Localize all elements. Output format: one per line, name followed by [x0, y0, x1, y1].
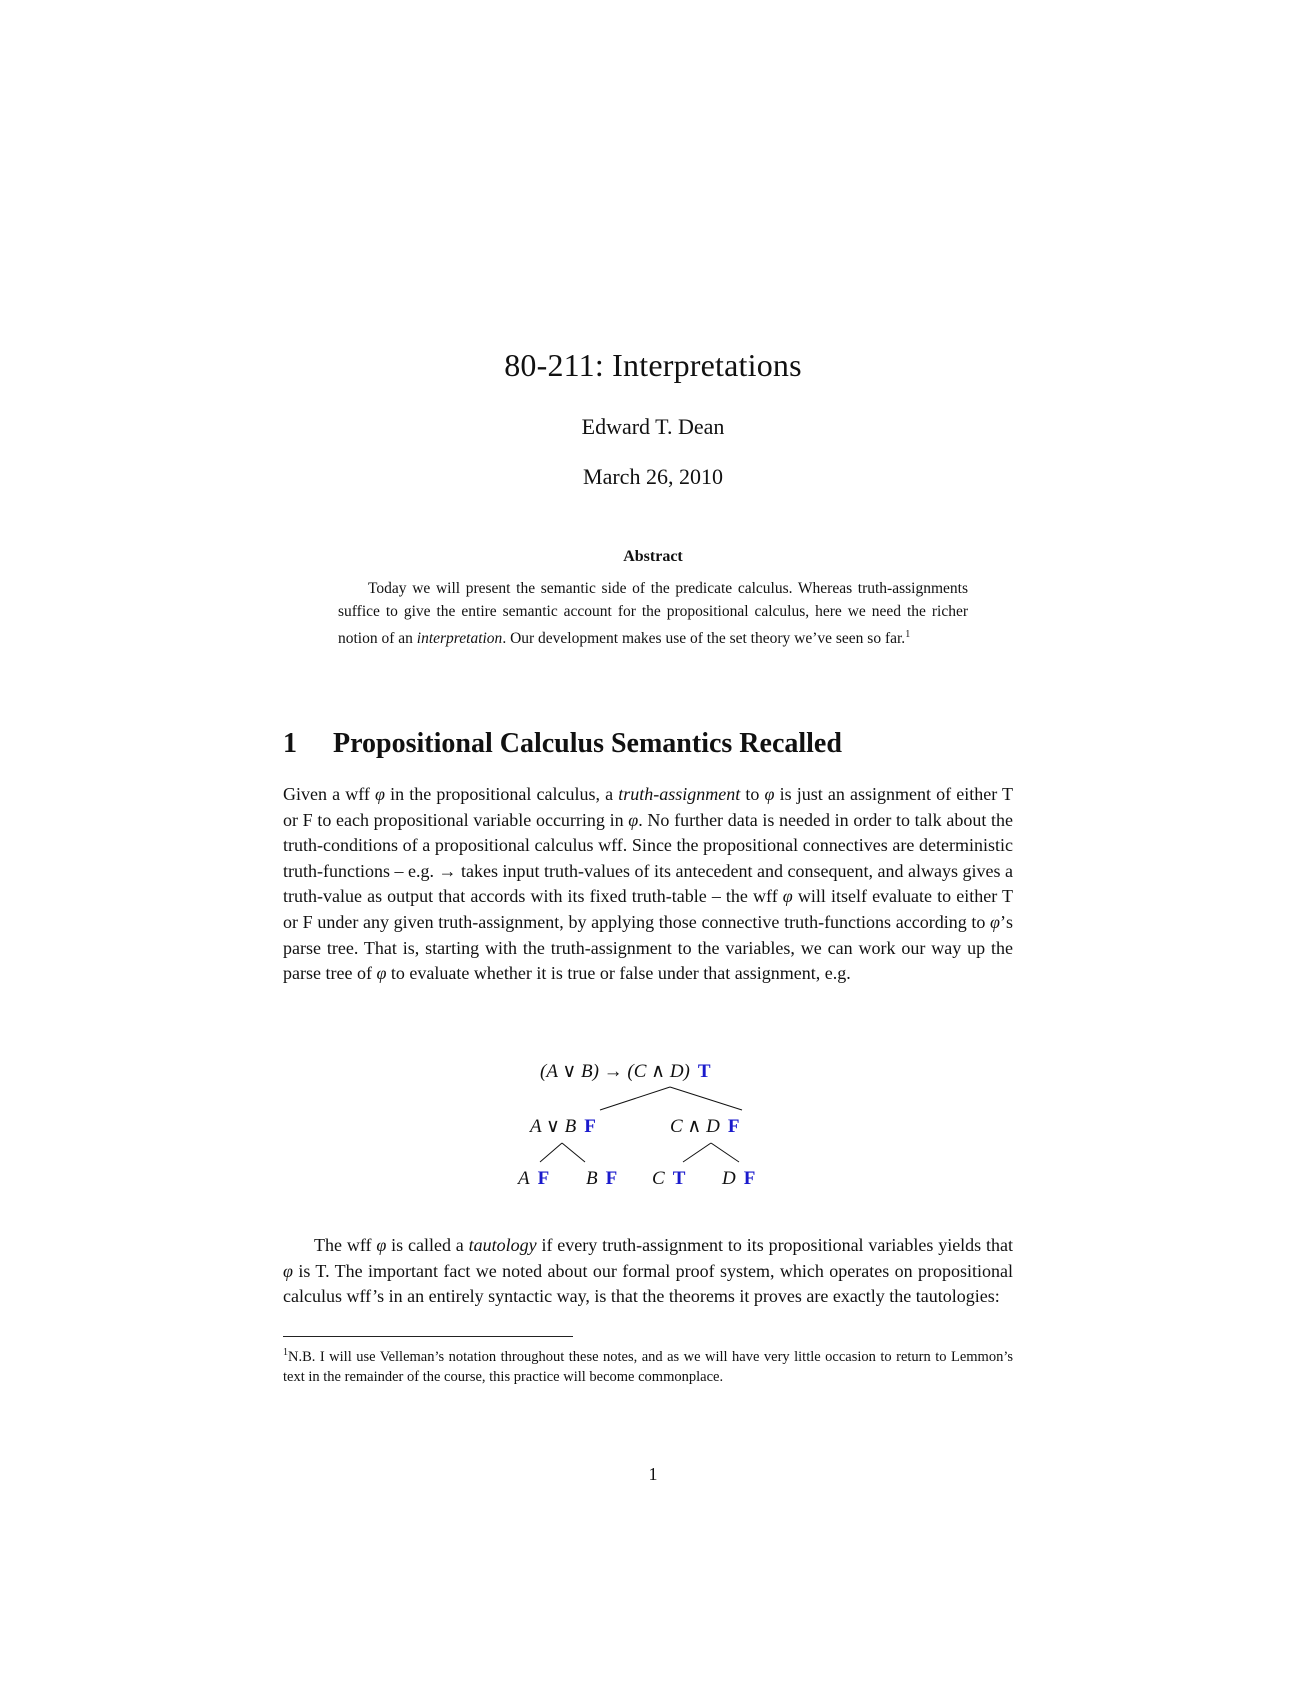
- tree-edge: [683, 1143, 711, 1162]
- phi-symbol: φ: [990, 911, 1000, 932]
- node-expression: A: [518, 1168, 530, 1189]
- tree-edge: [670, 1087, 742, 1110]
- tree-leaf-node: [652, 1168, 685, 1190]
- abstract-body: [338, 577, 968, 650]
- tree-right-node: [670, 1115, 739, 1138]
- section-title: Propositional Calculus Semantics Recalled: [333, 728, 842, 759]
- abstract-text-before: Today we will present the semantic side of the predicate calculus. Whereas truth-assignments suffice to give the entire semantic account for the propositional calculus, here we need the richer notion of an: [338, 580, 968, 648]
- parse-tree-diagram: [500, 1061, 820, 1225]
- body-paragraph: [283, 782, 1013, 987]
- body-paragraph: [283, 1233, 1013, 1310]
- paragraph-text: will itself evaluate to either T or F under any given truth-assignment, by applying those connective truth-functions according to: [283, 886, 1013, 932]
- node-truth-value: F: [584, 1116, 596, 1137]
- node-expression: D: [722, 1168, 736, 1189]
- tree-left-node: [530, 1115, 596, 1138]
- node-truth-value: T: [672, 1168, 686, 1189]
- node-truth-value: F: [743, 1168, 756, 1189]
- page-number: 1: [648, 1464, 658, 1484]
- paragraph-text: is T. The important fact we noted about our formal proof system, which operates on propositional calculus wff’s in an entirely syntactic way, is that the theorems it proves are exactly the tautologies:: [283, 1260, 1013, 1307]
- tree-edge: [562, 1143, 585, 1162]
- phi-symbol: φ: [376, 1235, 387, 1255]
- phi-symbol: φ: [628, 809, 639, 830]
- tree-leaf-node: [722, 1168, 755, 1190]
- section-number: 1: [283, 728, 297, 759]
- paragraph-text: is called a: [386, 1235, 469, 1255]
- footnote-divider: [283, 1336, 573, 1337]
- phi-symbol: φ: [764, 784, 775, 804]
- footnote-text: N.B. I will use Velleman’s notation throughout these notes, and as we will have very little occasion to return to Lemmon’s text in the remainder of the course, this practice will become commonplace.: [283, 1348, 1013, 1385]
- parse-tree-edges: [500, 1075, 820, 1225]
- tree-edge: [600, 1087, 670, 1110]
- node-truth-value: T: [697, 1061, 711, 1082]
- phi-symbol: φ: [375, 784, 385, 804]
- node-expression: C: [652, 1168, 665, 1189]
- phi-symbol: φ: [283, 1260, 293, 1281]
- document-date: March 26, 2010: [583, 464, 723, 489]
- paragraph-text: if every truth-assignment to its propositional variables yields that: [536, 1235, 1014, 1255]
- paragraph-text: in the propositional calculus, a: [385, 784, 619, 804]
- paragraph-text: to evaluate whether it is true or false under that assignment, e.g.: [386, 963, 851, 984]
- section-heading: [283, 728, 1043, 760]
- node-truth-value: F: [537, 1168, 550, 1189]
- footnote-reference[interactable]: 1: [905, 629, 911, 640]
- tree-leaf-node: [518, 1168, 549, 1190]
- phi-symbol: φ: [782, 886, 793, 907]
- footnote: [283, 1343, 1013, 1387]
- phi-symbol: φ: [376, 963, 387, 984]
- node-expression: B: [586, 1168, 598, 1189]
- paragraph-text: Given a wff: [283, 784, 376, 804]
- tree-root-node: [540, 1060, 711, 1083]
- paragraph-text: is just an assignment of either T or F to each propositional variable occurring in: [283, 784, 1013, 830]
- term-emphasis: truth-assignment: [618, 784, 741, 804]
- node-truth-value: F: [727, 1116, 740, 1137]
- node-expression: A ∨ B: [530, 1116, 577, 1137]
- paragraph-text: . No further data is needed in order to talk about the truth-conditions of a propositional calculus wff. Since the propositional connectives are deterministic truth-functions – e.g. → takes input truth-values of its antecedent and consequent, and always gives a truth-value as output that accords with its fixed truth-table – the wff: [283, 809, 1013, 907]
- tree-leaf-node: [586, 1168, 617, 1190]
- paragraph-text: to: [740, 784, 765, 804]
- paragraph-text: ’s parse tree. That is, starting with the truth-assignment to the variables, we can work our way up the parse tree of: [283, 911, 1013, 984]
- author-name: Edward T. Dean: [581, 414, 725, 439]
- document-title: 80-211: Interpretations: [504, 347, 802, 383]
- abstract-emphasis: interpretation: [416, 630, 503, 648]
- node-expression: (A ∨ B) → (C ∧ D): [540, 1061, 690, 1082]
- footnote-mark: 1: [283, 1347, 288, 1358]
- paragraph-text: The wff: [314, 1235, 377, 1255]
- abstract-text-after: . Our development makes use of the set theory we’ve seen so far.: [502, 630, 906, 648]
- tree-edge: [711, 1143, 739, 1162]
- node-truth-value: F: [605, 1168, 618, 1189]
- term-emphasis: tautology: [468, 1235, 537, 1255]
- node-expression: C ∧ D: [670, 1116, 720, 1137]
- tree-edge: [540, 1143, 562, 1162]
- abstract-heading: Abstract: [623, 548, 683, 565]
